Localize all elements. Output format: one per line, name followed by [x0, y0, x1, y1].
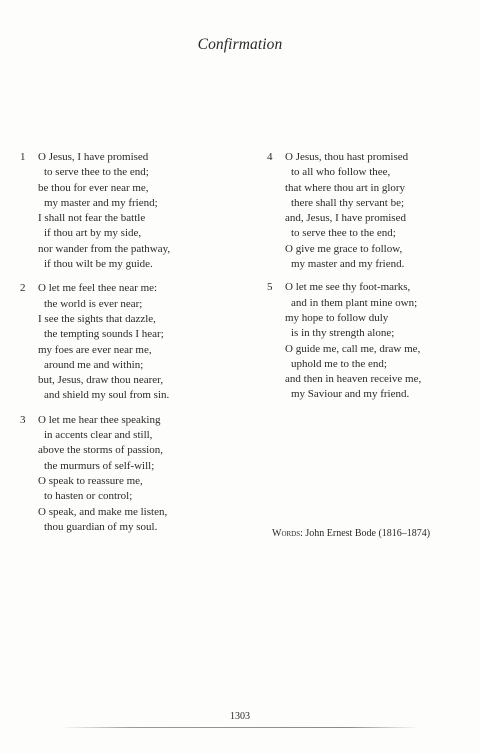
- verse-line: and shield my soul from sin.: [44, 389, 170, 402]
- verse-line: to hasten or control;: [44, 490, 133, 503]
- verse-line: and, Jesus, I have promised: [285, 212, 406, 225]
- verse-line: my master and my friend;: [44, 196, 158, 209]
- right-column: [265, 150, 465, 403]
- words-author: John Ernest Bode (1816–1874): [305, 528, 431, 539]
- verse-number: 4: [267, 151, 273, 163]
- verse-line: but, Jesus, draw thou nearer,: [38, 374, 164, 387]
- verse-line: O speak, and make me listen,: [38, 505, 168, 518]
- verse-line: be thou for ever near me,: [38, 181, 149, 194]
- verse-line: that where thou art in glory: [285, 181, 406, 194]
- verse-line: around me and within;: [44, 358, 144, 371]
- verse-line: to serve thee to the end;: [291, 227, 396, 240]
- page-number: 1303: [230, 711, 250, 722]
- verse-line: uphold me to the end;: [291, 357, 387, 370]
- verse-4: [265, 150, 465, 272]
- verse-1: [18, 150, 218, 272]
- footer-rule: [60, 727, 420, 728]
- hymn-title: Confirmation: [197, 36, 283, 53]
- verse-line: to serve thee to the end;: [44, 166, 149, 179]
- verse-line: and in them plant mine own;: [291, 296, 418, 309]
- words-label: Words:: [272, 528, 303, 539]
- verse-line: O give me grace to follow,: [285, 242, 403, 255]
- verse-number: 1: [20, 151, 26, 163]
- verse-line: O speak to reassure me,: [38, 474, 143, 487]
- verse-3: [18, 413, 218, 535]
- verse-line: there shall thy servant be;: [291, 196, 405, 209]
- verse-line: I shall not fear the battle: [38, 212, 146, 225]
- verse-line: O let me hear thee speaking: [38, 413, 161, 426]
- verse-line: if thou wilt be my guide.: [44, 258, 153, 271]
- verse-line: my foes are ever near me,: [38, 343, 152, 356]
- verse-line: to all who follow thee,: [291, 166, 391, 179]
- verse-line: my hope to follow duly: [285, 311, 389, 324]
- verse-line: O Jesus, thou hast promised: [285, 151, 409, 163]
- verse-2: [18, 281, 218, 403]
- verse-line: O Jesus, I have promised: [38, 151, 149, 163]
- verse-line: O let me see thy foot-marks,: [285, 281, 411, 294]
- verse-line: O let me feel thee near me:: [38, 282, 158, 295]
- verse-5: [265, 280, 465, 402]
- verse-number: 3: [20, 413, 26, 426]
- words-credit: [272, 528, 430, 539]
- verse-line: nor wander from the pathway,: [38, 242, 171, 255]
- verse-number: 2: [20, 282, 26, 295]
- left-column: [18, 150, 218, 535]
- verse-line: the tempting sounds I hear;: [44, 328, 164, 341]
- verse-line: I see the sights that dazzle,: [38, 312, 156, 325]
- verse-line: the murmurs of self-will;: [44, 459, 155, 472]
- verse-line: and then in heaven receive me,: [285, 373, 422, 386]
- verse-line: the world is ever near;: [44, 297, 143, 310]
- verse-line: O guide me, call me, draw me,: [285, 342, 421, 355]
- verse-line: is in thy strength alone;: [291, 327, 395, 340]
- verse-line: my master and my friend.: [291, 258, 405, 271]
- verse-line: my Saviour and my friend.: [291, 388, 410, 401]
- verse-line: thou guardian of my soul.: [44, 520, 158, 533]
- verse-line: in accents clear and still,: [44, 429, 153, 442]
- verse-line: if thou art by my side,: [44, 227, 142, 240]
- verse-number: 5: [267, 281, 273, 294]
- verse-line: above the storms of passion,: [38, 444, 163, 457]
